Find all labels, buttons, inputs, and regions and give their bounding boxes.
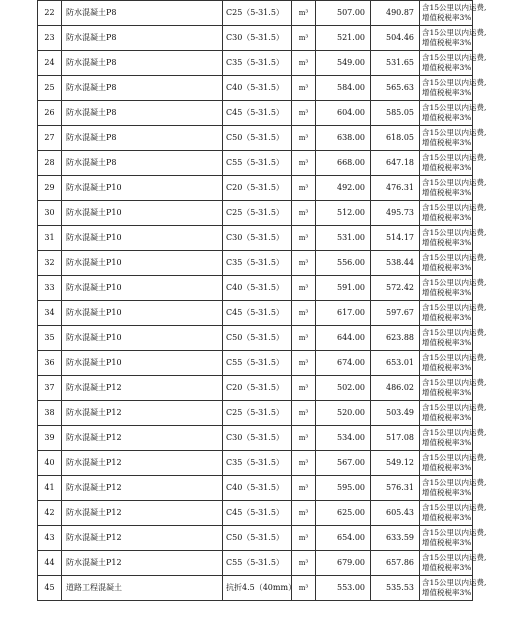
note-line: 增值税税率3% bbox=[422, 88, 472, 97]
price-incl-tax-cell: 644.00 bbox=[316, 326, 371, 351]
price-incl-tax-cell: 520.00 bbox=[316, 401, 371, 426]
price-incl-tax-cell: 654.00 bbox=[316, 526, 371, 551]
table-row bbox=[38, 526, 473, 551]
note-cell bbox=[420, 426, 487, 451]
material-name-cell: 防水混凝土P12 bbox=[62, 376, 223, 401]
row-number-cell: 29 bbox=[38, 176, 62, 201]
price-excl-tax-cell: 657.86 bbox=[371, 551, 420, 576]
note-cell bbox=[420, 351, 487, 376]
material-spec-cell: C45（5-31.5） bbox=[223, 501, 292, 526]
table-row bbox=[38, 401, 473, 426]
note-line: 含15公里以内运费, bbox=[422, 278, 487, 287]
note-line: 含15公里以内运费, bbox=[422, 578, 487, 587]
note-cell bbox=[420, 401, 487, 426]
table-row bbox=[38, 351, 473, 376]
table-row bbox=[38, 1, 473, 26]
note-cell bbox=[420, 451, 487, 476]
table-row bbox=[38, 201, 473, 226]
price-incl-tax-cell: 567.00 bbox=[316, 451, 371, 476]
unit-cell: m³ bbox=[292, 576, 316, 601]
table-row bbox=[38, 301, 473, 326]
row-number-cell: 45 bbox=[38, 576, 62, 601]
note-line: 增值税税率3% bbox=[422, 563, 472, 572]
unit-cell: m³ bbox=[292, 501, 316, 526]
material-spec-cell: C50（5-31.5） bbox=[223, 526, 292, 551]
price-excl-tax-cell: 653.01 bbox=[371, 351, 420, 376]
note-cell bbox=[420, 101, 487, 126]
material-spec-cell: C35（5-31.5） bbox=[223, 451, 292, 476]
price-excl-tax-cell: 565.63 bbox=[371, 76, 420, 101]
unit-cell: m³ bbox=[292, 1, 316, 26]
row-number-cell: 43 bbox=[38, 526, 62, 551]
note-line: 含15公里以内运费, bbox=[422, 378, 487, 387]
note-line: 增值税税率3% bbox=[422, 13, 472, 22]
price-excl-tax-cell: 647.18 bbox=[371, 151, 420, 176]
row-number-cell: 25 bbox=[38, 76, 62, 101]
note-line: 含15公里以内运费, bbox=[422, 353, 487, 362]
price-incl-tax-cell: 584.00 bbox=[316, 76, 371, 101]
material-name-cell: 防水混凝土P10 bbox=[62, 301, 223, 326]
row-number-cell: 30 bbox=[38, 201, 62, 226]
note-cell bbox=[420, 226, 487, 251]
price-excl-tax-cell: 633.59 bbox=[371, 526, 420, 551]
material-spec-cell: C55（5-31.5） bbox=[223, 551, 292, 576]
note-line: 含15公里以内运费, bbox=[422, 28, 487, 37]
note-line: 增值税税率3% bbox=[422, 338, 472, 347]
price-incl-tax-cell: 679.00 bbox=[316, 551, 371, 576]
material-spec-cell: C20（5-31.5） bbox=[223, 376, 292, 401]
price-excl-tax-cell: 585.05 bbox=[371, 101, 420, 126]
material-spec-cell: C25（5-31.5） bbox=[223, 401, 292, 426]
row-number-cell: 40 bbox=[38, 451, 62, 476]
price-excl-tax-cell: 576.31 bbox=[371, 476, 420, 501]
note-cell bbox=[420, 501, 487, 526]
price-excl-tax-cell: 514.17 bbox=[371, 226, 420, 251]
note-cell bbox=[420, 51, 487, 76]
unit-cell: m³ bbox=[292, 401, 316, 426]
table-row bbox=[38, 176, 473, 201]
note-line: 含15公里以内运费, bbox=[422, 453, 487, 462]
row-number-cell: 32 bbox=[38, 251, 62, 276]
material-spec-cell: C55（5-31.5） bbox=[223, 151, 292, 176]
note-line: 增值税税率3% bbox=[422, 238, 472, 247]
note-line: 增值税税率3% bbox=[422, 488, 472, 497]
note-line: 增值税税率3% bbox=[422, 388, 472, 397]
price-table bbox=[37, 0, 487, 601]
table-row bbox=[38, 551, 473, 576]
note-line: 增值税税率3% bbox=[422, 213, 472, 222]
material-spec-cell: C25（5-31.5） bbox=[223, 201, 292, 226]
price-incl-tax-cell: 638.00 bbox=[316, 126, 371, 151]
note-line: 增值税税率3% bbox=[422, 138, 472, 147]
row-number-cell: 35 bbox=[38, 326, 62, 351]
note-line: 增值税税率3% bbox=[422, 313, 472, 322]
note-cell bbox=[420, 376, 487, 401]
note-line: 增值税税率3% bbox=[422, 513, 472, 522]
price-excl-tax-cell: 495.73 bbox=[371, 201, 420, 226]
price-excl-tax-cell: 504.46 bbox=[371, 26, 420, 51]
note-line: 含15公里以内运费, bbox=[422, 178, 487, 187]
price-incl-tax-cell: 591.00 bbox=[316, 276, 371, 301]
price-incl-tax-cell: 512.00 bbox=[316, 201, 371, 226]
table-row bbox=[38, 26, 473, 51]
note-line: 含15公里以内运费, bbox=[422, 328, 487, 337]
material-name-cell: 防水混凝土P12 bbox=[62, 451, 223, 476]
table-row bbox=[38, 76, 473, 101]
material-spec-cell: C50（5-31.5） bbox=[223, 326, 292, 351]
note-cell bbox=[420, 251, 487, 276]
price-excl-tax-cell: 517.08 bbox=[371, 426, 420, 451]
table-row bbox=[38, 576, 473, 601]
table-row bbox=[38, 426, 473, 451]
price-incl-tax-cell: 531.00 bbox=[316, 226, 371, 251]
row-number-cell: 39 bbox=[38, 426, 62, 451]
unit-cell: m³ bbox=[292, 301, 316, 326]
material-spec-cell: C50（5-31.5） bbox=[223, 126, 292, 151]
price-incl-tax-cell: 521.00 bbox=[316, 26, 371, 51]
note-line: 含15公里以内运费, bbox=[422, 503, 487, 512]
unit-cell: m³ bbox=[292, 526, 316, 551]
table-row bbox=[38, 276, 473, 301]
note-line: 含15公里以内运费, bbox=[422, 553, 487, 562]
table-row bbox=[38, 151, 473, 176]
material-name-cell: 防水混凝土P10 bbox=[62, 176, 223, 201]
material-name-cell: 防水混凝土P10 bbox=[62, 276, 223, 301]
note-line: 增值税税率3% bbox=[422, 38, 472, 47]
note-line: 增值税税率3% bbox=[422, 63, 472, 72]
unit-cell: m³ bbox=[292, 201, 316, 226]
note-line: 增值税税率3% bbox=[422, 538, 472, 547]
material-spec-cell: 抗折4.5（40mm） bbox=[223, 576, 292, 601]
price-excl-tax-cell: 486.02 bbox=[371, 376, 420, 401]
unit-cell: m³ bbox=[292, 326, 316, 351]
note-line: 含15公里以内运费, bbox=[422, 203, 487, 212]
material-spec-cell: C30（5-31.5） bbox=[223, 226, 292, 251]
price-incl-tax-cell: 668.00 bbox=[316, 151, 371, 176]
material-name-cell: 防水混凝土P12 bbox=[62, 501, 223, 526]
row-number-cell: 41 bbox=[38, 476, 62, 501]
material-name-cell: 防水混凝土P8 bbox=[62, 76, 223, 101]
note-line: 增值税税率3% bbox=[422, 438, 472, 447]
unit-cell: m³ bbox=[292, 176, 316, 201]
table-row bbox=[38, 326, 473, 351]
price-incl-tax-cell: 502.00 bbox=[316, 376, 371, 401]
price-excl-tax-cell: 605.43 bbox=[371, 501, 420, 526]
unit-cell: m³ bbox=[292, 151, 316, 176]
table-row bbox=[38, 251, 473, 276]
row-number-cell: 22 bbox=[38, 1, 62, 26]
table-row bbox=[38, 101, 473, 126]
note-line: 含15公里以内运费, bbox=[422, 228, 487, 237]
material-name-cell: 防水混凝土P8 bbox=[62, 51, 223, 76]
note-line: 增值税税率3% bbox=[422, 463, 472, 472]
note-line: 含15公里以内运费, bbox=[422, 103, 487, 112]
material-name-cell: 防水混凝土P10 bbox=[62, 201, 223, 226]
material-spec-cell: C30（5-31.5） bbox=[223, 426, 292, 451]
material-spec-cell: C25（5-31.5） bbox=[223, 1, 292, 26]
price-incl-tax-cell: 492.00 bbox=[316, 176, 371, 201]
material-name-cell: 道路工程混凝土 bbox=[62, 576, 223, 601]
table-row bbox=[38, 126, 473, 151]
note-line: 含15公里以内运费, bbox=[422, 78, 487, 87]
row-number-cell: 27 bbox=[38, 126, 62, 151]
price-incl-tax-cell: 604.00 bbox=[316, 101, 371, 126]
table-body bbox=[38, 1, 487, 601]
note-cell bbox=[420, 26, 487, 51]
note-cell bbox=[420, 551, 487, 576]
price-excl-tax-cell: 623.88 bbox=[371, 326, 420, 351]
material-name-cell: 防水混凝土P8 bbox=[62, 126, 223, 151]
row-number-cell: 23 bbox=[38, 26, 62, 51]
price-excl-tax-cell: 597.67 bbox=[371, 301, 420, 326]
row-number-cell: 34 bbox=[38, 301, 62, 326]
row-number-cell: 37 bbox=[38, 376, 62, 401]
note-cell bbox=[420, 176, 487, 201]
unit-cell: m³ bbox=[292, 51, 316, 76]
material-spec-cell: C55（5-31.5） bbox=[223, 351, 292, 376]
row-number-cell: 36 bbox=[38, 351, 62, 376]
note-cell bbox=[420, 526, 487, 551]
price-incl-tax-cell: 617.00 bbox=[316, 301, 371, 326]
material-name-cell: 防水混凝土P10 bbox=[62, 251, 223, 276]
note-line: 含15公里以内运费, bbox=[422, 303, 487, 312]
row-number-cell: 42 bbox=[38, 501, 62, 526]
material-name-cell: 防水混凝土P12 bbox=[62, 476, 223, 501]
note-line: 含15公里以内运费, bbox=[422, 403, 487, 412]
unit-cell: m³ bbox=[292, 351, 316, 376]
price-excl-tax-cell: 503.49 bbox=[371, 401, 420, 426]
material-name-cell: 防水混凝土P10 bbox=[62, 326, 223, 351]
price-incl-tax-cell: 534.00 bbox=[316, 426, 371, 451]
note-cell bbox=[420, 576, 487, 601]
note-line: 增值税税率3% bbox=[422, 113, 472, 122]
note-cell bbox=[420, 151, 487, 176]
material-name-cell: 防水混凝土P12 bbox=[62, 426, 223, 451]
price-incl-tax-cell: 556.00 bbox=[316, 251, 371, 276]
material-spec-cell: C35（5-31.5） bbox=[223, 51, 292, 76]
price-incl-tax-cell: 507.00 bbox=[316, 1, 371, 26]
note-cell bbox=[420, 201, 487, 226]
note-cell bbox=[420, 476, 487, 501]
material-name-cell: 防水混凝土P8 bbox=[62, 1, 223, 26]
note-line: 增值税税率3% bbox=[422, 413, 472, 422]
price-incl-tax-cell: 674.00 bbox=[316, 351, 371, 376]
price-excl-tax-cell: 538.44 bbox=[371, 251, 420, 276]
table-row bbox=[38, 476, 473, 501]
row-number-cell: 33 bbox=[38, 276, 62, 301]
price-incl-tax-cell: 553.00 bbox=[316, 576, 371, 601]
note-line: 增值税税率3% bbox=[422, 163, 472, 172]
note-line: 含15公里以内运费, bbox=[422, 153, 487, 162]
table-row bbox=[38, 451, 473, 476]
note-cell bbox=[420, 326, 487, 351]
table-row bbox=[38, 376, 473, 401]
table-row bbox=[38, 226, 473, 251]
table-row bbox=[38, 501, 473, 526]
material-name-cell: 防水混凝土P8 bbox=[62, 101, 223, 126]
price-incl-tax-cell: 625.00 bbox=[316, 501, 371, 526]
note-line: 含15公里以内运费, bbox=[422, 3, 487, 12]
note-cell bbox=[420, 76, 487, 101]
unit-cell: m³ bbox=[292, 226, 316, 251]
note-line: 含15公里以内运费, bbox=[422, 528, 487, 537]
material-spec-cell: C40（5-31.5） bbox=[223, 276, 292, 301]
note-line: 含15公里以内运费, bbox=[422, 478, 487, 487]
material-name-cell: 防水混凝土P8 bbox=[62, 26, 223, 51]
price-excl-tax-cell: 618.05 bbox=[371, 126, 420, 151]
note-line: 增值税税率3% bbox=[422, 188, 472, 197]
material-name-cell: 防水混凝土P10 bbox=[62, 351, 223, 376]
unit-cell: m³ bbox=[292, 551, 316, 576]
row-number-cell: 44 bbox=[38, 551, 62, 576]
note-line: 增值税税率3% bbox=[422, 588, 472, 597]
material-name-cell: 防水混凝土P12 bbox=[62, 551, 223, 576]
material-name-cell: 防水混凝土P10 bbox=[62, 226, 223, 251]
price-excl-tax-cell: 531.65 bbox=[371, 51, 420, 76]
material-spec-cell: C30（5-31.5） bbox=[223, 26, 292, 51]
unit-cell: m³ bbox=[292, 101, 316, 126]
unit-cell: m³ bbox=[292, 26, 316, 51]
row-number-cell: 31 bbox=[38, 226, 62, 251]
price-incl-tax-cell: 549.00 bbox=[316, 51, 371, 76]
material-name-cell: 防水混凝土P12 bbox=[62, 526, 223, 551]
unit-cell: m³ bbox=[292, 376, 316, 401]
material-spec-cell: C35（5-31.5） bbox=[223, 251, 292, 276]
unit-cell: m³ bbox=[292, 476, 316, 501]
note-cell bbox=[420, 276, 487, 301]
price-excl-tax-cell: 549.12 bbox=[371, 451, 420, 476]
material-spec-cell: C45（5-31.5） bbox=[223, 301, 292, 326]
material-spec-cell: C20（5-31.5） bbox=[223, 176, 292, 201]
price-excl-tax-cell: 476.31 bbox=[371, 176, 420, 201]
table-row bbox=[38, 51, 473, 76]
unit-cell: m³ bbox=[292, 426, 316, 451]
unit-cell: m³ bbox=[292, 251, 316, 276]
unit-cell: m³ bbox=[292, 276, 316, 301]
price-excl-tax-cell: 572.42 bbox=[371, 276, 420, 301]
material-spec-cell: C45（5-31.5） bbox=[223, 101, 292, 126]
note-line: 含15公里以内运费, bbox=[422, 253, 487, 262]
row-number-cell: 28 bbox=[38, 151, 62, 176]
material-name-cell: 防水混凝土P8 bbox=[62, 151, 223, 176]
unit-cell: m³ bbox=[292, 451, 316, 476]
note-line: 增值税税率3% bbox=[422, 363, 472, 372]
note-line: 增值税税率3% bbox=[422, 263, 472, 272]
material-spec-cell: C40（5-31.5） bbox=[223, 76, 292, 101]
row-number-cell: 38 bbox=[38, 401, 62, 426]
row-number-cell: 24 bbox=[38, 51, 62, 76]
price-incl-tax-cell: 595.00 bbox=[316, 476, 371, 501]
note-line: 含15公里以内运费, bbox=[422, 53, 487, 62]
note-line: 含15公里以内运费, bbox=[422, 128, 487, 137]
note-line: 含15公里以内运费, bbox=[422, 428, 487, 437]
note-line: 增值税税率3% bbox=[422, 288, 472, 297]
unit-cell: m³ bbox=[292, 76, 316, 101]
price-excl-tax-cell: 535.53 bbox=[371, 576, 420, 601]
price-excl-tax-cell: 490.87 bbox=[371, 1, 420, 26]
material-spec-cell: C40（5-31.5） bbox=[223, 476, 292, 501]
note-cell bbox=[420, 1, 487, 26]
row-number-cell: 26 bbox=[38, 101, 62, 126]
note-cell bbox=[420, 126, 487, 151]
material-name-cell: 防水混凝土P12 bbox=[62, 401, 223, 426]
unit-cell: m³ bbox=[292, 126, 316, 151]
note-cell bbox=[420, 301, 487, 326]
